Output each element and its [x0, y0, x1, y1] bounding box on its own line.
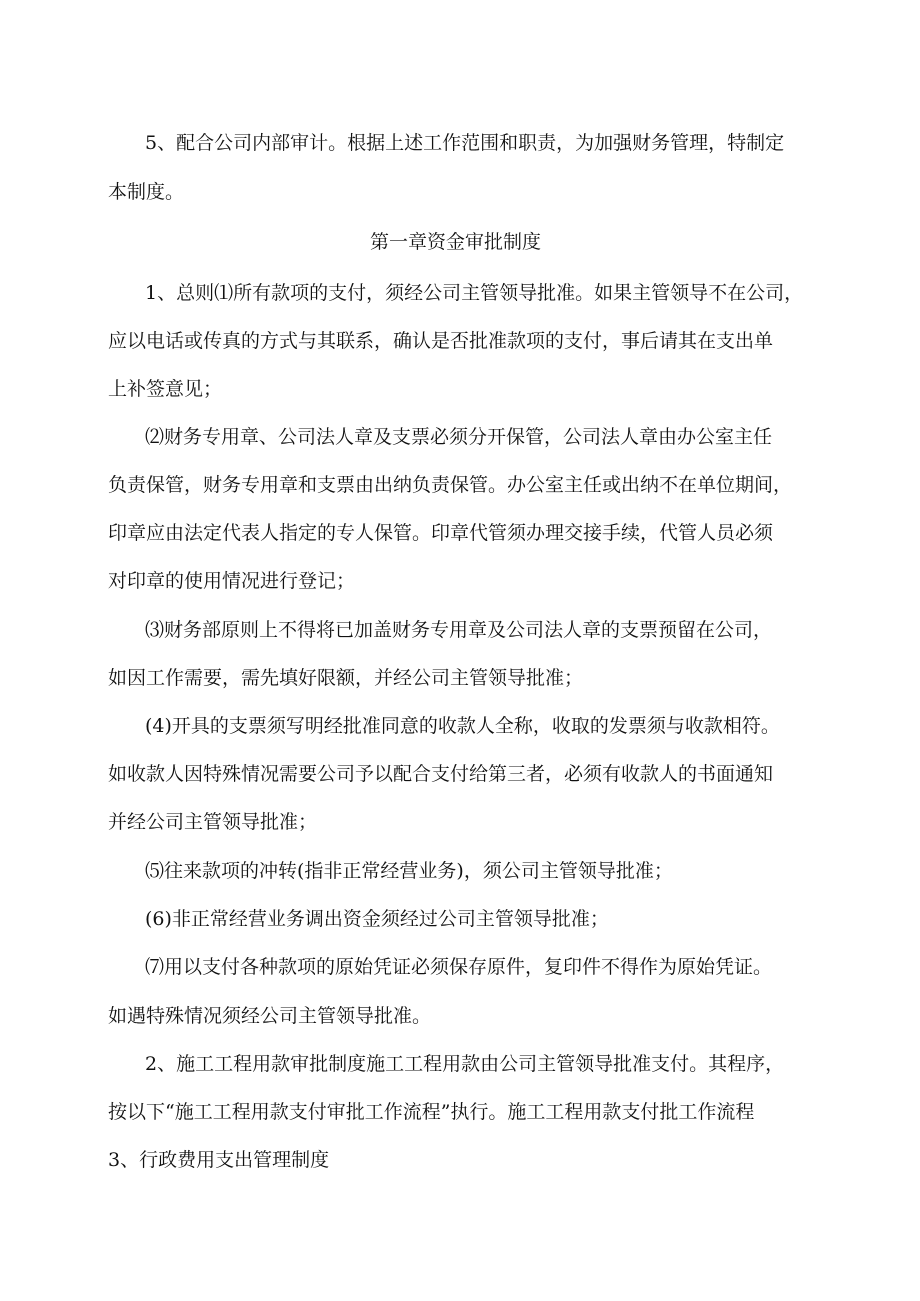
para-1-line-2: 本制度。	[108, 181, 185, 203]
para-2-line-2: 应以电话或传真的方式与其联系，确认是否批准款项的支付，事后请其在支出单	[108, 330, 774, 352]
para-6-line-1: ⑸往来款项的冲转(指非正常经营业务)，须公司主管领导批准；	[145, 860, 673, 882]
para-4-line-2: 如因工作需要，需先填好限额，并经公司主管领导批准；	[108, 667, 584, 689]
para-8-line-1: ⑺用以支付各种款项的原始凭证必须保存原件，复印件不得作为原始凭证。	[145, 956, 773, 978]
para-7-line-1: (6)非正常经营业务调出资金须经过公司主管领导批准；	[145, 908, 609, 930]
para-5-line-2: 如收款人因特殊情况需要公司予以配合支付给第三者，必须有收款人的书面通知	[108, 763, 774, 785]
para-10-line-1: 3、行政费用支出管理制度	[108, 1149, 330, 1171]
para-3-line-4: 对印章的使用情况进行登记；	[108, 570, 356, 592]
para-3-line-1: ⑵财务专用章、公司法人章及支票必须分开保管，公司法人章由办公室主任	[145, 426, 773, 448]
para-2-line-3: 上补签意见；	[108, 378, 223, 400]
para-2-line-1: 1、总则⑴所有款项的支付，须经公司主管领导批准。如果主管领导不在公司，	[145, 282, 804, 304]
para-3-line-2: 负责保管，财务专用章和支票由出纳负责保管。办公室主任或出纳不在单位期间，	[108, 474, 793, 496]
para-4-line-1: ⑶财务部原则上不得将已加盖财务专用章及公司法人章的支票预留在公司，	[145, 619, 773, 641]
para-1-line-1: 5、配合公司内部审计。根据上述工作范围和职责，为加强财务管理，特制定	[145, 132, 785, 154]
chapter-heading: 第一章资金审批制度	[370, 231, 542, 253]
para-9-line-1: 2、施工工程用款审批制度施工工程用款由公司主管领导批准支付。其程序，	[145, 1053, 785, 1075]
para-5-line-1: (4)开具的支票须写明经批准同意的收款人全称，收取的发票须与收款相符。	[145, 715, 780, 737]
para-5-line-3: 并经公司主管领导批准；	[108, 811, 318, 833]
para-9-line-2: 按以下“施工工程用款支付审批工作流程”执行。施工工程用款支付批工作流程	[108, 1101, 755, 1123]
para-3-line-3: 印章应由法定代表人指定的专人保管。印章代管须办理交接手续，代管人员必须	[108, 522, 774, 544]
para-8-line-2: 如遇特殊情况须经公司主管领导批准。	[108, 1005, 432, 1027]
